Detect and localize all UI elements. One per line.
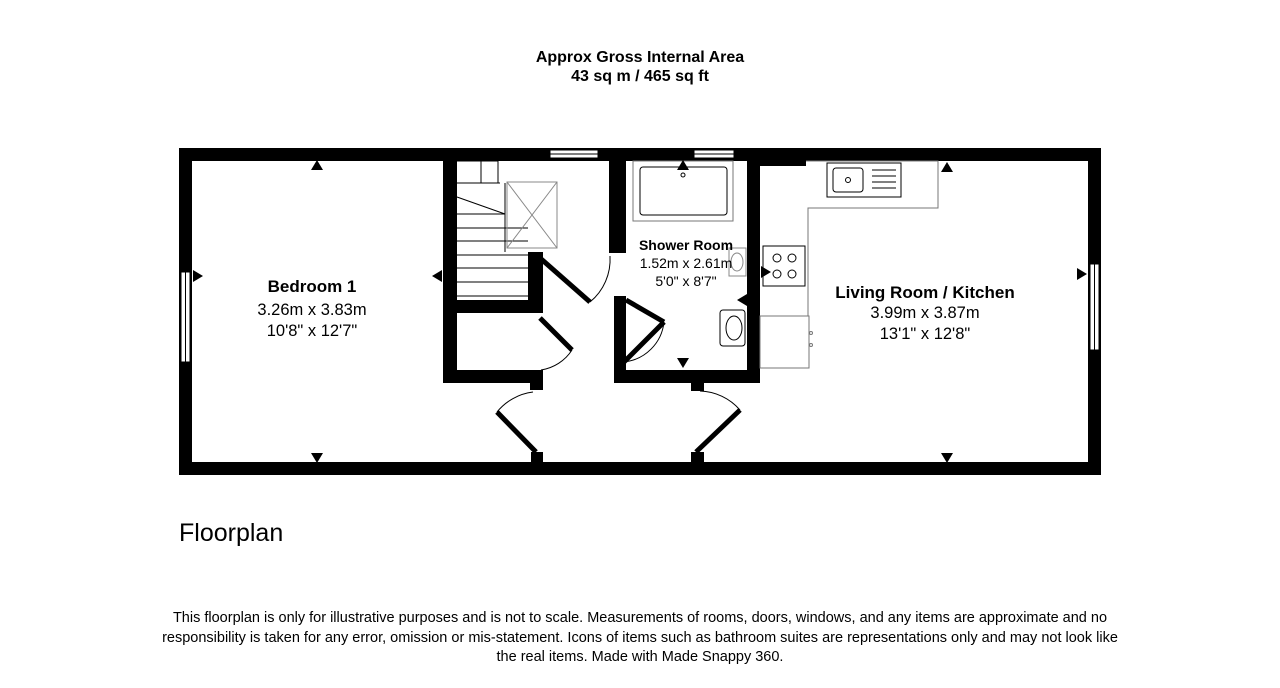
area-value: 43 sq m / 465 sq ft xyxy=(571,68,709,85)
shower-imperial: 5'0" x 8'7" xyxy=(655,273,717,289)
area-title: Approx Gross Internal Area xyxy=(535,49,745,66)
bathroom-fixtures xyxy=(633,161,746,346)
living-metric: 3.99m x 3.87m xyxy=(870,304,980,322)
hob xyxy=(763,246,805,286)
shower-name: Shower Room xyxy=(638,237,734,253)
bedroom-imperial: 10'8" x 12'7" xyxy=(266,322,358,340)
disclaimer-text: This floorplan is only for illustrative purposes and is not to scale. Measurements of rooms, doors, windows, and any items are approximate and no responsibility is taken for any error, omission or mis-statement. Icons of items such as bathroom suites are representations only and may not look like the real items. Made with Made Snappy 360. xyxy=(162,610,1118,665)
bedroom-metric: 3.26m x 3.83m xyxy=(257,301,367,319)
floorplan-label: Floorplan xyxy=(179,519,284,547)
shower-metric: 1.52m x 2.61m xyxy=(639,255,733,271)
interior-walls xyxy=(443,158,806,467)
living-imperial: 13'1" x 12'8" xyxy=(879,325,971,343)
living-name: Living Room / Kitchen xyxy=(835,283,1015,302)
bedroom-name: Bedroom 1 xyxy=(267,277,357,296)
room-labels xyxy=(257,237,1014,343)
